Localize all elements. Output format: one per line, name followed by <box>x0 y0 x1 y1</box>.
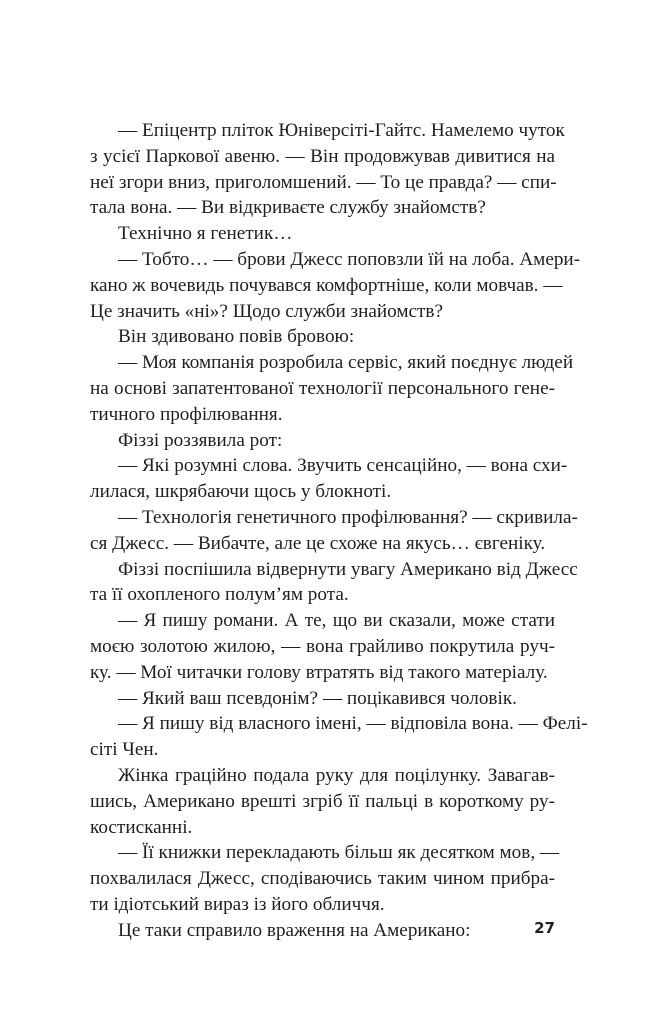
text-line: — Які розумні слова. Звучить сенсаційно, — вона схи- <box>118 455 568 477</box>
text-line: — Тобто… — брови Джесс поповзли їй на лоба. Амери- <box>118 248 581 270</box>
text-line: — Епіцентр пліток Юніверсіті-Гайтс. Намелемо чуток <box>118 120 565 141</box>
text-line: — Який ваш псевдонім? — поцікавився чоловік. <box>118 687 517 709</box>
text-line: кано ж вочевидь почувався комфортніше, коли мовчав. — <box>90 274 563 296</box>
text-line: — Її книжки перекладають більш як десятком мов, — <box>118 842 560 864</box>
text-line: ти ідіотський вираз із його обличчя. <box>90 893 385 915</box>
text-line: Технічно я генетик… <box>118 223 293 245</box>
text-line: сіті Чен. <box>90 739 159 761</box>
text-line: Жінка грацiйно подала руку для поцілунку. Завагав- <box>118 764 555 786</box>
body-text <box>90 118 588 944</box>
text-line: Це таки справило враження на Американо: <box>118 919 471 941</box>
text-line: — Технологія генетичного профілювання? — скривила- <box>118 506 578 528</box>
text-line: шись, Американо врешті згріб її пальці в короткому ру- <box>90 790 555 812</box>
page-number: 27 <box>534 919 555 937</box>
text-line: Це значить «ні»? Щодо служби знайомств? <box>90 300 444 322</box>
text-line: костисканні. <box>90 816 193 838</box>
text-line: та її охопленого полум’ям рота. <box>90 584 349 606</box>
text-line: тала вона. — Ви відкриваєте службу знайомств? <box>90 197 486 219</box>
text-line: ку. — Мої читачки голову втратять від такого матеріалу. <box>90 661 548 683</box>
text-line: моєю золотою жилою, — вона грайливо покрутила руч- <box>90 635 555 657</box>
text-line: Фіззі роззявила рот: <box>118 429 283 451</box>
text-line: ся Джесс. — Вибачте, але це схоже на якусь… євгеніку. <box>90 532 546 554</box>
text-line: на основі запатентованої технології персонального гене- <box>90 377 555 399</box>
text-line: — Я пишу від власного імені, — відповіла вона. — Фелі- <box>118 713 588 735</box>
text-line: — Моя компанія розробила сервіс, який поєднує людей <box>118 352 574 374</box>
text-line: лилася, шкрябаючи щось у блокноті. <box>90 481 392 503</box>
text-line: Фіззі поспішила відвернути увагу Американо від Джесс <box>118 558 578 580</box>
text-line: з усієї Паркової авеню. — Він продовжував дивитися на <box>90 145 555 167</box>
text-line: Він здивовано повів бровою: <box>118 326 355 348</box>
text-line: тичного профілювання. <box>90 403 283 425</box>
text-line: похвалилася Джесс, сподіваючись таким чином прибра- <box>90 868 555 890</box>
text-line: неї згори вниз, приголомшений. — То це правда? — спи- <box>90 171 557 193</box>
text-line: — Я пишу романи. А те, що ви сказали, може стати <box>118 610 555 632</box>
